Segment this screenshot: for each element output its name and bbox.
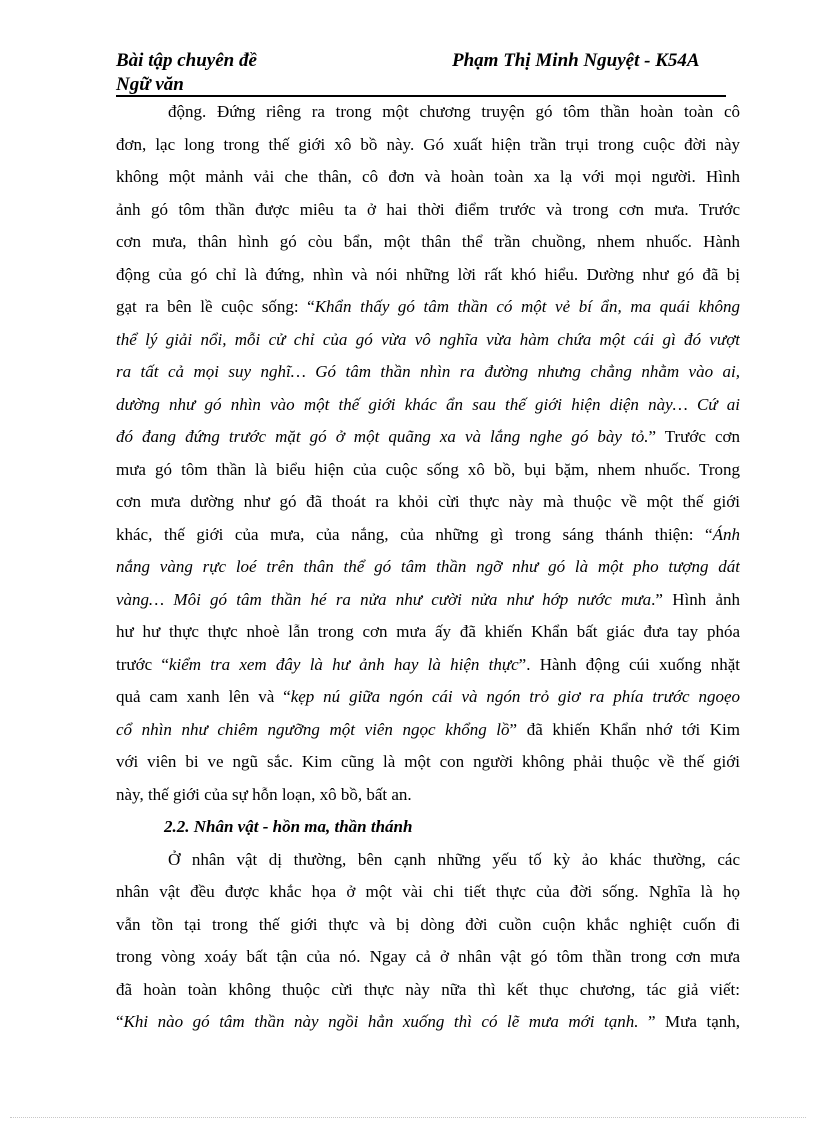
text-line: không một mảnh vải che thân, cô đơn và hoàn toàn xa lạ với mọi người. Hình xyxy=(116,167,740,186)
text-line: động. Đứng riêng ra trong một chương truyện gó tôm thần hoàn toàn cô xyxy=(168,102,740,121)
text-line: cơn mưa dường như gó đã thoát ra khỏi cừi thực này mà thuộc về một thế giới xyxy=(116,492,740,511)
text-line: vàng… Môi gó tâm thần hé ra nửa như cười nửa như hớp nước mưa.” Hình ảnh xyxy=(116,589,740,609)
text-line: trước “kiểm tra xem đây là hư ảnh hay là hiện thực”. Hành động cúi xuống nhặt xyxy=(116,654,740,674)
text-line: đó đang đứng trước mặt gó ở một quãng xa và lắng nghe gó bày tỏ.” Trước cơn xyxy=(116,427,740,446)
text-line: nắng vàng rực loé trên thân thể gó tâm thần ngỡ như gó là một pho tượng dát xyxy=(116,557,740,576)
text-line: dường như gó nhìn vào một thế giới khác ẩn sau thế giới hiện diện này… Cứ ai xyxy=(116,394,740,414)
text-line: thể lý giải nổi, mỗi cử chỉ của gó vừa vô nghĩa vừa hàm chứa một cái gì đó vượt xyxy=(116,329,740,349)
text-line: khác, thế giới của mưa, của nắng, của những gì trong sáng thánh thiện: “Ánh xyxy=(116,524,740,544)
text-line: quả cam xanh lên và “kẹp nú giữa ngón cái và ngón trỏ giơ ra phía trước ngoẹo xyxy=(116,687,740,706)
text-line: Ở nhân vật dị thường, bên cạnh những yếu tố kỳ ảo khác thường, các xyxy=(168,849,740,869)
text-line: hư hư thực thực nhoè lẫn trong cơn mưa ấy đã khiến Khẩn bất giác đưa tay phóa xyxy=(116,622,740,641)
body-text xyxy=(116,96,740,1039)
text-line: ảnh gó tôm thần được miêu ta ở hai thời điểm trước và trong cơn mưa. Trước xyxy=(116,199,740,219)
text-line: với viên bi ve ngũ sắc. Kim cũng là một con người không phải thuộc về thế giới xyxy=(116,752,740,771)
page-bottom-border xyxy=(10,1117,806,1118)
text-line: cổ nhìn như chiêm ngưỡng một viên ngọc khổng lồ” đã khiến Khẩn nhớ tới Kim xyxy=(116,719,740,739)
text-line: nhân vật đều được khắc họa ở một vài chi tiết thực của đời sống. Nghĩa là họ xyxy=(116,882,740,901)
text-line: “Khi nào gó tâm thần này ngồi hẳn xuống thì có lẽ mưa mới tạnh. ” Mưa tạnh, xyxy=(116,1012,740,1031)
text-line: mưa gó tôm thần là biểu hiện của cuộc sống xô bồ, bụi bặm, nhem nhuốc. Trong xyxy=(116,459,740,479)
text-line: vẫn tồn tại trong thế giới thực và bị dòng đời cuồn cuộn khắc nghiệt cuốn đi xyxy=(116,914,740,934)
header-subject: Ngữ văn xyxy=(116,74,184,95)
text-line: đơn, lạc long trong thế giới xô bồ này. Gó xuất hiện trần trụi trong cuộc đời này xyxy=(116,134,740,154)
text-line: động của gó chỉ là đứng, nhìn và nói những lời rất khó hiểu. Dường như gó đã bị xyxy=(116,264,740,284)
text-line: đã hoàn toàn không thuộc cừi thực này nữa thì kết thục chương, tác giả viết: xyxy=(116,979,740,999)
text-line: cơn mưa, thân hình gó còu bẩn, một thân thể trần chuồng, nhem nhuốc. Hành xyxy=(116,232,740,251)
text-line: này, thế giới của sự hỗn loạn, xô bồ, bất an. xyxy=(116,784,412,804)
section-heading: 2.2. Nhân vật - hồn ma, thần thánh xyxy=(164,817,413,836)
text-line: gạt ra bên lề cuộc sống: “Khẩn thấy gó tâm thần có một vẻ bí ẩn, ma quái không xyxy=(116,297,740,316)
text-line: ra tất cả mọi suy nghĩ… Gó tâm thần nhìn ra đường nhưng chẳng nhằm vào ai, xyxy=(116,362,740,381)
text-line: trong vòng xoáy bất tận của nó. Ngay cả ở nhân vật gó tôm thần trong cơn mưa xyxy=(116,947,740,966)
page-header xyxy=(116,48,726,96)
header-author: Phạm Thị Minh Nguyệt - K54A xyxy=(452,50,700,71)
header-course-title: Bài tập chuyên đề xyxy=(116,50,257,71)
